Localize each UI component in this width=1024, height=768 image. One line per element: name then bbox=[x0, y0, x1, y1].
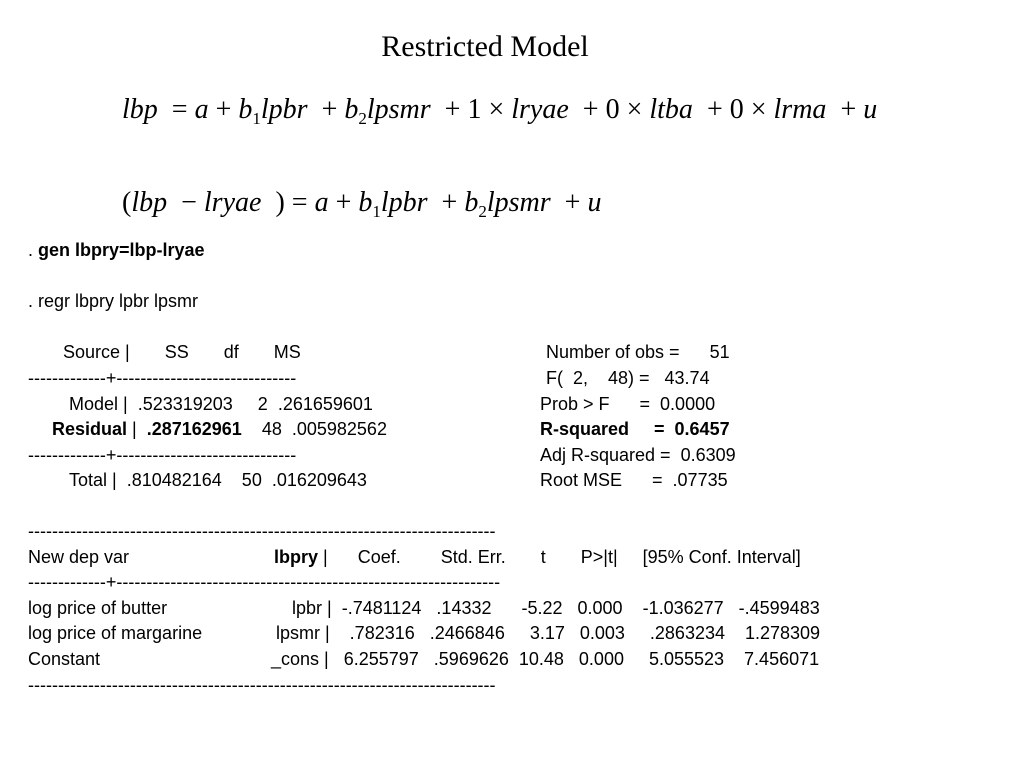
eq1-u: u bbox=[863, 94, 878, 125]
coef-row-desc: log price of margarine bbox=[28, 623, 203, 643]
stat-adj-rsquared: Adj R-squared = 0.6309 bbox=[540, 445, 736, 465]
equation-full-model bbox=[122, 94, 877, 129]
residual-rest: 48 .005982562 bbox=[241, 419, 387, 439]
eq1-b2: b bbox=[344, 94, 359, 125]
coef-row-desc: Constant bbox=[28, 649, 101, 669]
regr-command: . regr lbpry lpbr lpsmr bbox=[28, 291, 199, 311]
gen-prefix: . bbox=[28, 240, 39, 260]
eq2-lryae: lryae bbox=[203, 187, 262, 218]
stat-root-mse: Root MSE = .07735 bbox=[540, 470, 728, 490]
eq2-u: u bbox=[587, 187, 602, 218]
eq1-ltba: ltba bbox=[649, 94, 693, 125]
eq1-plus-6: + bbox=[840, 94, 857, 125]
coef-rule-bottom: ------------------------------------------------------------------------------ bbox=[28, 675, 496, 695]
eq1-plus-4: + bbox=[582, 94, 599, 125]
eq2-plus-2: + bbox=[441, 187, 458, 218]
coef-header bbox=[274, 546, 801, 568]
coef-rule-top: ------------------------------------------------------------------------------ bbox=[28, 521, 496, 541]
eq2-a: a bbox=[314, 187, 329, 218]
coef-row-desc: log price of butter bbox=[28, 598, 168, 618]
anova-separator-2: -------------+------------------------------ bbox=[28, 445, 297, 465]
eq1-plus-2: + bbox=[321, 94, 338, 125]
eq1-zero-times-2: 0 × bbox=[729, 94, 767, 125]
stat-nobs: Number of obs = 51 bbox=[546, 342, 730, 362]
eq2-equals: = bbox=[291, 187, 308, 218]
eq1-lpbr: lpbr bbox=[260, 94, 308, 125]
residual-label: Residual bbox=[52, 419, 128, 439]
eq1-lpsmr: lpsmr bbox=[366, 94, 431, 125]
eq1-a: a bbox=[194, 94, 209, 125]
coef-row-stats: lpbr | -.7481124 .14332 -5.22 0.000 -1.036277 -.4599483 bbox=[292, 598, 820, 618]
coef-rule-mid: -------------+---------------------------------------------------------------- bbox=[28, 572, 501, 592]
eq2-lpbr: lpbr bbox=[380, 187, 428, 218]
eq2-sub-1: 1 bbox=[372, 202, 381, 221]
eq1-lryae: lryae bbox=[511, 94, 569, 125]
residual-ss: .287162961 bbox=[146, 419, 242, 439]
coef-header-columns: | Coef. Std. Err. t P>|t| [95% Conf. Interval] bbox=[318, 547, 801, 567]
eq2-plus-3: + bbox=[564, 187, 581, 218]
eq1-lrma: lrma bbox=[773, 94, 827, 125]
eq1-equals: = bbox=[171, 94, 188, 125]
eq2-sub-2: 2 bbox=[478, 202, 487, 221]
equation-restricted-model bbox=[122, 187, 601, 222]
anova-residual-row bbox=[52, 418, 387, 440]
coef-header-left: New dep var bbox=[28, 547, 130, 567]
eq1-one-times: 1 × bbox=[467, 94, 505, 125]
eq2-plus-1: + bbox=[335, 187, 352, 218]
eq1-sub-1: 1 bbox=[252, 109, 261, 128]
eq2-b2: b bbox=[464, 187, 479, 218]
eq2-lpsmr: lpsmr bbox=[486, 187, 551, 218]
stat-prob: Prob > F = 0.0000 bbox=[540, 394, 716, 414]
eq2-b1: b bbox=[358, 187, 373, 218]
anova-model-row: Model | .523319203 2 .261659601 bbox=[69, 394, 373, 414]
stat-rsquared: R-squared = 0.6457 bbox=[540, 419, 730, 439]
eq2-minus: − bbox=[181, 187, 197, 218]
eq1-sub-2: 2 bbox=[358, 109, 367, 128]
eq1-b1: b bbox=[238, 94, 253, 125]
coef-row-stats: _cons | 6.255797 .5969626 10.48 0.000 5.055523 7.456071 bbox=[271, 649, 820, 669]
stat-f: F( 2, 48) = 43.74 bbox=[546, 368, 710, 388]
eq1-plus-1: + bbox=[215, 94, 232, 125]
coef-row-stats: lpsmr | .782316 .2466846 3.17 0.003 .2863234 1.278309 bbox=[276, 623, 821, 643]
eq2-close-paren: ) bbox=[275, 187, 285, 218]
eq1-plus-3: + bbox=[444, 94, 461, 125]
eq2-open-paren: ( bbox=[122, 187, 132, 218]
anova-separator-1: -------------+------------------------------ bbox=[28, 368, 297, 388]
gen-command bbox=[28, 239, 205, 261]
anova-header: Source | SS df MS bbox=[63, 342, 301, 362]
eq1-zero-times-1: 0 × bbox=[605, 94, 643, 125]
residual-bar: | bbox=[127, 419, 147, 439]
eq1-plus-5: + bbox=[706, 94, 723, 125]
eq1-lbp: lbp bbox=[122, 94, 158, 125]
eq2-lbp: lbp bbox=[131, 187, 168, 218]
slide-title: Restricted Model bbox=[381, 30, 589, 63]
anova-total-row: Total | .810482164 50 .016209643 bbox=[69, 470, 367, 490]
gen-command-text: gen lbpry=lbp-lryae bbox=[38, 240, 205, 260]
coef-header-depvar: lbpry bbox=[274, 547, 319, 567]
